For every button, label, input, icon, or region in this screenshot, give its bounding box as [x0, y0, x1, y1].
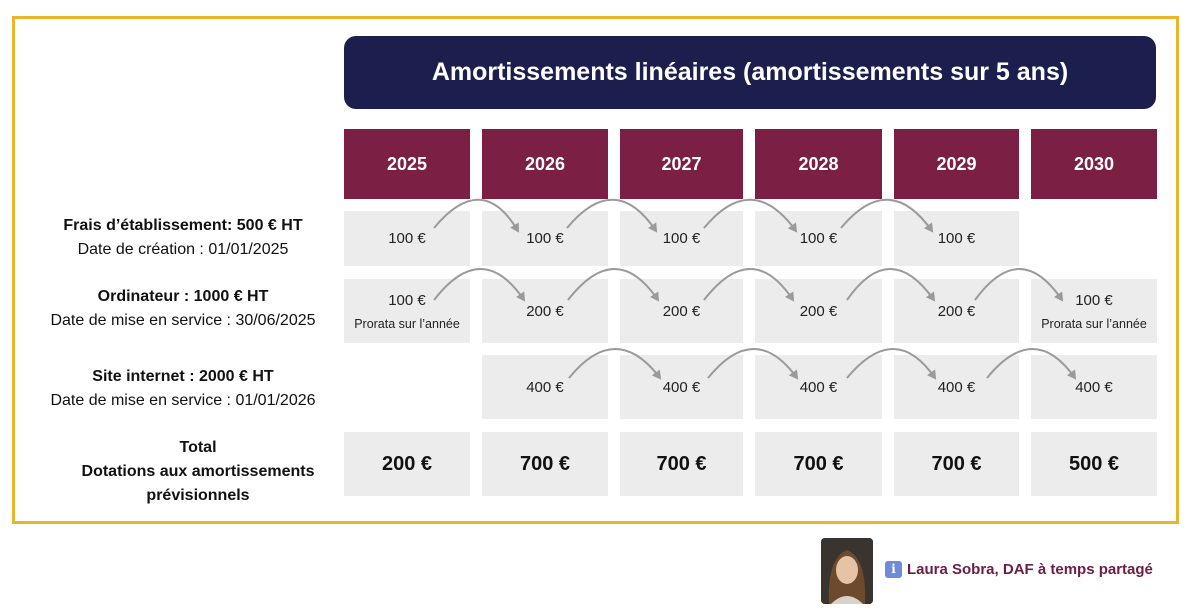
cell-site-2029	[894, 355, 1019, 419]
row-label-site	[14, 365, 352, 413]
cell-value: 200 €	[526, 302, 564, 320]
cell-value: 400 €	[1075, 378, 1113, 396]
cell-ordinateur-2027	[620, 279, 743, 343]
cell-site-2030	[1031, 355, 1157, 419]
total-2028: 700 €	[755, 432, 882, 496]
total-2025: 200 €	[344, 432, 470, 496]
cell-ordinateur-2030	[1031, 279, 1157, 343]
cell-value: 100 €	[388, 291, 426, 309]
year-header-2029: 2029	[894, 129, 1019, 199]
row-label-ordinateur	[14, 285, 352, 333]
cell-value: 400 €	[662, 378, 701, 396]
cell-note: Prorata sur l’année	[354, 316, 460, 331]
cell-frais-2025	[344, 211, 470, 266]
cell-value: 400 €	[526, 378, 564, 396]
year-header-2025: 2025	[344, 129, 470, 199]
info-icon: i	[885, 561, 902, 578]
total-label-line1: Total	[179, 439, 217, 456]
page-title: Amortissements linéaires (amortissements sur 5 ans)	[344, 36, 1156, 109]
row-label-title: Ordinateur : 1000 € HT	[97, 288, 269, 305]
row-label-date: Date de mise en service : 30/06/2025	[50, 312, 316, 329]
cell-value: 200 €	[662, 302, 701, 320]
cell-value: 400 €	[937, 378, 976, 396]
total-2027: 700 €	[620, 432, 743, 496]
avatar	[821, 538, 873, 604]
total-label-line3: prévisionnels	[146, 487, 250, 504]
total-2026: 700 €	[482, 432, 608, 496]
cell-ordinateur-2026	[482, 279, 608, 343]
year-header-2026: 2026	[482, 129, 608, 199]
year-header-2028: 2028	[755, 129, 882, 199]
cell-site-2027	[620, 355, 743, 419]
cell-frais-2029	[894, 211, 1019, 266]
cell-ordinateur-2029	[894, 279, 1019, 343]
cell-ordinateur-2028	[755, 279, 882, 343]
total-2030: 500 €	[1031, 432, 1157, 496]
cell-value: 100 €	[799, 230, 838, 247]
row-label-frais	[14, 214, 352, 262]
cell-value: 400 €	[799, 378, 838, 396]
cell-frais-2028	[755, 211, 882, 266]
cell-ordinateur-2025	[344, 279, 470, 343]
author-name: Laura Sobra, DAF à temps partagé	[907, 560, 1153, 578]
cell-value: 100 €	[662, 230, 701, 247]
cell-frais-2027	[620, 211, 743, 266]
cell-note: Prorata sur l’année	[1041, 316, 1147, 331]
row-label-total	[30, 436, 366, 508]
cell-value: 100 €	[937, 230, 976, 247]
row-label-date: Date de création : 01/01/2025	[77, 241, 289, 258]
row-label-title: Site internet : 2000 € HT	[92, 368, 274, 385]
row-label-date: Date de mise en service : 01/01/2026	[50, 392, 316, 409]
cell-value: 200 €	[799, 302, 838, 320]
year-header-2027: 2027	[620, 129, 743, 199]
cell-value: 100 €	[388, 230, 426, 247]
year-header-2030: 2030	[1031, 129, 1157, 199]
row-label-title: Frais d’établissement: 500 € HT	[63, 217, 303, 234]
cell-value: 100 €	[1075, 291, 1113, 309]
cell-site-2028	[755, 355, 882, 419]
author-credit	[885, 558, 1153, 580]
cell-value: 100 €	[526, 230, 564, 247]
cell-value: 200 €	[937, 302, 976, 320]
cell-site-2026	[482, 355, 608, 419]
cell-frais-2026	[482, 211, 608, 266]
total-2029: 700 €	[894, 432, 1019, 496]
total-label-line2: Dotations aux amortissements	[81, 463, 315, 480]
